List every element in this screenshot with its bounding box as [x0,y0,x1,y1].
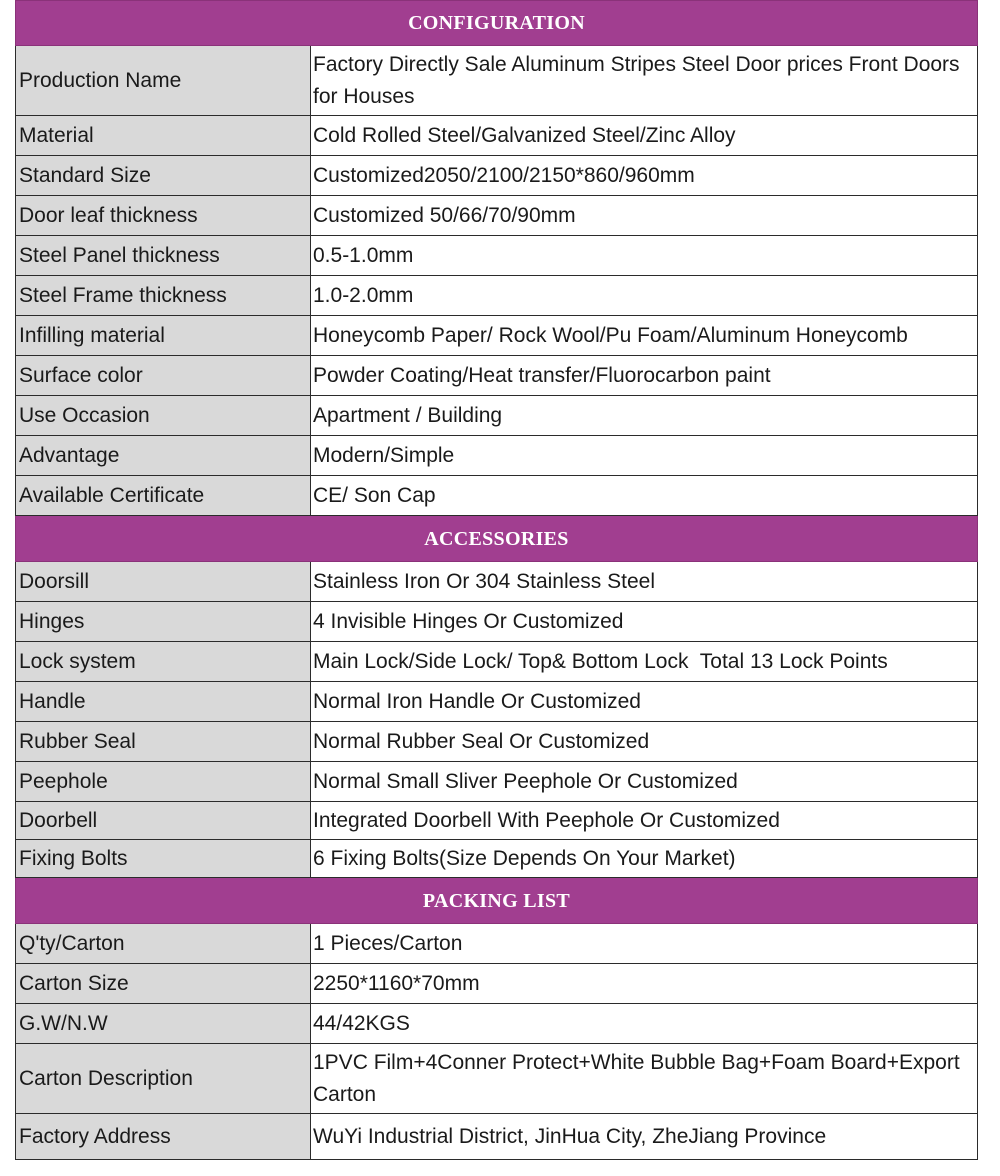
row-value: Powder Coating/Heat transfer/Fluorocarbon paint [311,356,978,396]
row-value: Normal Small Sliver Peephole Or Customized [311,762,978,802]
row-label: Steel Panel thickness [16,236,311,276]
row-value: 2250*1160*70mm [311,964,978,1004]
table-row [16,276,978,316]
table-row [16,196,978,236]
row-label: Fixing Bolts [16,840,311,878]
row-label: Door leaf thickness [16,196,311,236]
row-value: Honeycomb Paper/ Rock Wool/Pu Foam/Aluminum Honeycomb [311,316,978,356]
table-row [16,602,978,642]
row-label: Hinges [16,602,311,642]
row-label: Production Name [16,46,311,116]
table-row [16,396,978,436]
row-label: Advantage [16,436,311,476]
row-value: Customized2050/2100/2150*860/960mm [311,156,978,196]
table-row [16,964,978,1004]
row-label: Doorbell [16,802,311,840]
row-value: Modern/Simple [311,436,978,476]
row-label: Q'ty/Carton [16,924,311,964]
row-value: Apartment / Building [311,396,978,436]
section-header-configuration [16,1,978,46]
table-row [16,642,978,682]
row-label: Lock system [16,642,311,682]
table-row [16,1114,978,1160]
table-row [16,562,978,602]
row-label: Peephole [16,762,311,802]
row-label: Steel Frame thickness [16,276,311,316]
table-row [16,116,978,156]
table-row [16,236,978,276]
table-row [16,46,978,116]
row-label: G.W/N.W [16,1004,311,1044]
table-row [16,476,978,516]
section-header-packing-list [16,878,978,924]
row-value: 0.5-1.0mm [311,236,978,276]
table-row [16,924,978,964]
table-row [16,316,978,356]
section-title: CONFIGURATION [16,1,978,46]
table-row [16,762,978,802]
table-row [16,840,978,878]
row-value: Normal Rubber Seal Or Customized [311,722,978,762]
row-label: Factory Address [16,1114,311,1160]
row-value: Customized 50/66/70/90mm [311,196,978,236]
row-value: Integrated Doorbell With Peephole Or Customized [311,802,978,840]
row-label: Carton Description [16,1044,311,1114]
row-value: 1 Pieces/Carton [311,924,978,964]
row-value: 1PVC Film+4Conner Protect+White Bubble Bag+Foam Board+Export Carton [311,1044,978,1114]
table-row [16,1004,978,1044]
section-title: PACKING LIST [16,878,978,924]
row-label: Carton Size [16,964,311,1004]
row-value: Normal Iron Handle Or Customized [311,682,978,722]
row-label: Use Occasion [16,396,311,436]
row-value: 1.0-2.0mm [311,276,978,316]
row-value: Main Lock/Side Lock/ Top& Bottom Lock Total 13 Lock Points [311,642,978,682]
spec-table [15,0,978,1160]
row-value: 4 Invisible Hinges Or Customized [311,602,978,642]
row-value: Cold Rolled Steel/Galvanized Steel/Zinc Alloy [311,116,978,156]
row-label: Standard Size [16,156,311,196]
row-value: 6 Fixing Bolts(Size Depends On Your Market) [311,840,978,878]
row-label: Material [16,116,311,156]
row-label: Available Certificate [16,476,311,516]
table-row [16,1044,978,1114]
row-label: Doorsill [16,562,311,602]
table-row [16,802,978,840]
row-value: WuYi Industrial District, JinHua City, ZheJiang Province [311,1114,978,1160]
table-row [16,436,978,476]
section-header-accessories [16,516,978,562]
row-value: Factory Directly Sale Aluminum Stripes Steel Door prices Front Doors for Houses [311,46,978,116]
row-value: 44/42KGS [311,1004,978,1044]
section-title: ACCESSORIES [16,516,978,562]
row-label: Rubber Seal [16,722,311,762]
row-label: Infilling material [16,316,311,356]
table-row [16,156,978,196]
row-value: CE/ Son Cap [311,476,978,516]
row-label: Handle [16,682,311,722]
row-value: Stainless Iron Or 304 Stainless Steel [311,562,978,602]
table-row [16,356,978,396]
table-row [16,722,978,762]
row-label: Surface color [16,356,311,396]
table-row [16,682,978,722]
